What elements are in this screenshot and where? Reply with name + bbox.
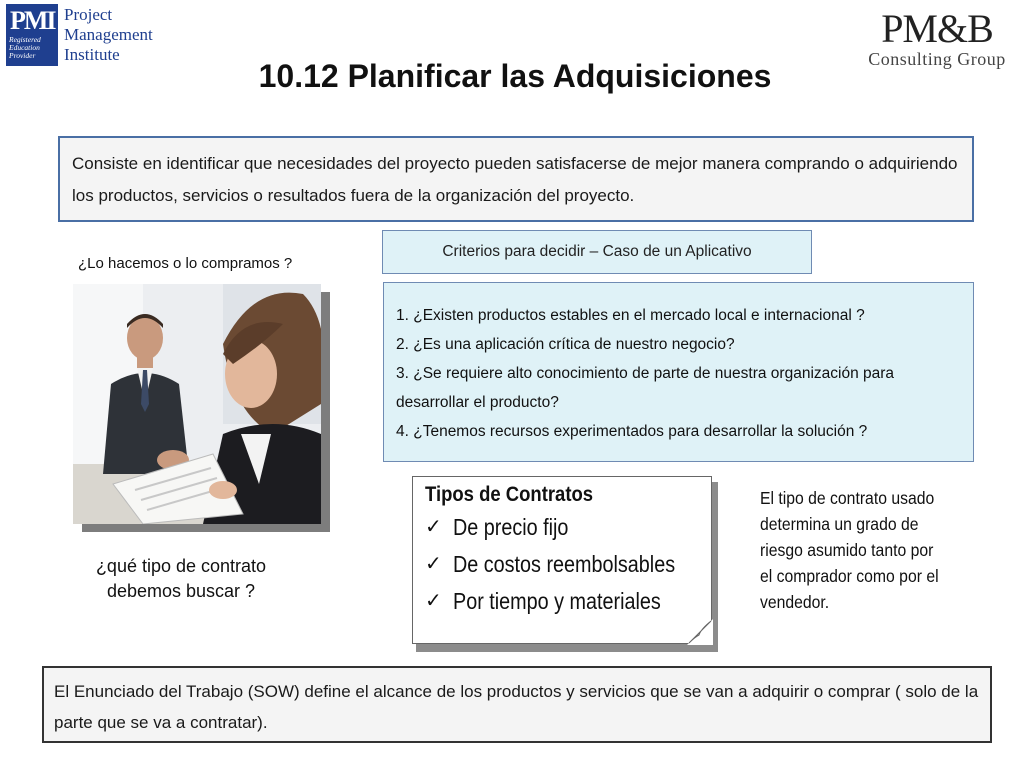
criteria-item: 1. ¿Existen productos estables en el mercado local e internacional ? (396, 307, 865, 324)
contract-type-item (425, 509, 711, 546)
contract-types-content (412, 476, 712, 644)
contract-type-item (425, 546, 711, 583)
check-icon: ✓ (425, 516, 442, 538)
make-or-buy-question: ¿Lo hacemos o lo compramos ? (78, 255, 293, 272)
sow-box: El Enunciado del Trabajo (SOW) define el alcance de los productos y servicios que se van a adquirir o comprar ( solo de la parte que se va a contratar). (42, 666, 992, 743)
pmi-logo-mark (6, 4, 58, 66)
pmb-logo-main: PM&B (881, 6, 993, 51)
pmi-sub-text: Registered Education Provider (9, 35, 41, 60)
criteria-item: 4. ¿Tenemos recursos experimentados para desarrollar la solución ? (396, 423, 868, 440)
pmi-mark-text: PMI (10, 6, 55, 35)
contract-type-question: ¿qué tipo de contrato debemos buscar ? (95, 556, 267, 601)
contract-types-title: Tipos de Contratos (425, 483, 594, 506)
contract-type-label: Por tiempo y materiales (453, 588, 661, 614)
contract-type-label: De costos reembolsables (452, 551, 675, 577)
interview-illustration (73, 284, 321, 524)
check-icon: ✓ (425, 590, 442, 612)
contract-type-label: De precio fijo (453, 514, 569, 540)
definition-box: Consiste en identificar que necesidades del proyecto pueden satisfacerse de mejor manera comprando o adquiriendo los productos, servicios o resultados fuera de la organización del proyecto. (58, 136, 974, 222)
risk-note: El tipo de contrato usado determina un grado de riesgo asumido tanto por el comprador como por el vendedor. (760, 488, 939, 612)
page-fold-icon (687, 619, 713, 645)
interview-photo (73, 284, 321, 524)
check-icon: ✓ (425, 553, 442, 575)
page-title: 10.12 Planificar las Adquisiciones (258, 58, 772, 94)
contract-type-item (425, 583, 711, 620)
criteria-list (383, 282, 974, 462)
pmi-logo-text: Project Management Institute (64, 5, 153, 64)
pmb-logo-sub: Consulting Group (868, 49, 1006, 69)
criteria-item: 3. ¿Se requiere alto conocimiento de parte de nuestra organización para desarrollar el producto? (396, 365, 895, 411)
contract-types-card (412, 476, 717, 650)
criteria-header: Criterios para decidir – Caso de un Aplicativo (382, 230, 812, 274)
criteria-item: 2. ¿Es una aplicación crítica de nuestro negocio? (396, 336, 735, 353)
